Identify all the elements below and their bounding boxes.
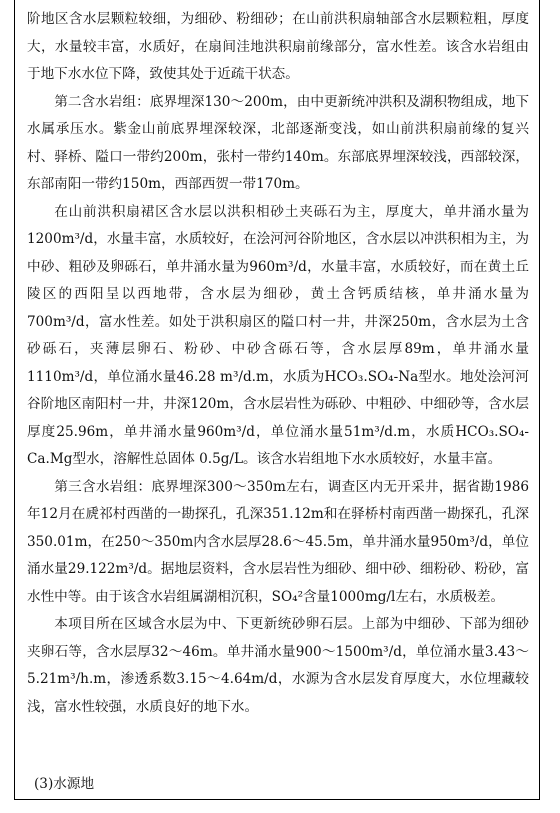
paragraph-aquifer-group-1-tail: 阶地区含水层颗粒较细，为细砂、粉细砂；在山前洪积扇轴部含水层颗粒粗，厚度大，水量较丰富，水质好，在扇间洼地洪积扇前缘部分，富水性差。该含水岩组由于地下水水位下降，致使其处于近疏干状态。 xyxy=(27,11,529,82)
paragraph-aquifer-group-3: 第三含水岩组：底界埋深300～350m左右，调查区内无开采井，据省勘1986年12月在虒祁村西凿的一勘探孔，孔深351.12m和在驿桥村南西凿一勘探孔，孔深350.01m，在250～350m内含水层厚28.6～45.5m，单井涌水量950m³/d，单位涌水量29.122m³/d。据地层资料，含水层岩性为细砂、细中砂、细粉砂、粉砂，富水性中等。由于该含水岩组属湖相沉积，SO₄²含量1000mg/l左右，水质极差。 xyxy=(27,478,529,605)
document-frame xyxy=(14,0,540,800)
paragraph-aquifer-group-2: 第二含水岩组：底界埋深130～200m，由中更新统冲洪积及湖积物组成，地下水属承压水。紫金山前底界埋深较深，北部逐渐变浅，如山前洪积扇前缘的复兴村、驿桥、隘口一带约200m，张村一带约140m。东部底界埋深较浅，西部较深，东部南阳一带约150m，西部西贺一带170m。 xyxy=(27,93,529,192)
section-heading-water-source: (3)水源地 xyxy=(34,776,95,792)
paragraph-aquifer-group-2-detail: 在山前洪积扇裙区含水层以洪积相砂土夹砾石为主，厚度大，单井涌水量为1200m³/d，水量丰富，水质较好，在浍河河谷阶地区，含水层以冲洪积相为主，为中砂、粗砂及卵砾石，单井涌水量为960m³/d，水量丰富，水质较好，而在黄土丘陵区的西阳呈以西地带，含水层为细砂，黄土含钙质结核，单井涌水量为700m³/d，富水性差。如处于洪积扇区的隘口村一井，井深250m，含水层为土含砂砾石，夹薄层卵石、粉砂、中砂含砾石等，含水层厚89m，单井涌水量1110m³/d，单位涌水量46.28 m³/d.m，水质为HCO₃.SO₄-Na型水。地处浍河河谷阶地区南阳村一井，井深120m，含水层岩性为砾砂、中粗砂、中细砂等，含水层厚度25.96m，单井涌水量960m³/d，单位涌水量51m³/d.m，水质HCO₃.SO₄-Ca.Mg型水，溶解性总固体 0.5g/L。该含水岩组地下水水质较好，水量丰富。 xyxy=(27,203,529,467)
paragraph-project-area: 本项目所在区域含水层为中、下更新统砂卵石层。上部为中细砂、下部为细砂夹卵石等，含水层厚32～46m。单井涌水量900～1500m³/d，单位涌水量3.43～5.21m³/h.m，渗透系数3.15～4.64m/d，水源为含水层发育厚度大，水位埋藏较浅，富水性较强，水质良好的地下水。 xyxy=(27,616,529,715)
